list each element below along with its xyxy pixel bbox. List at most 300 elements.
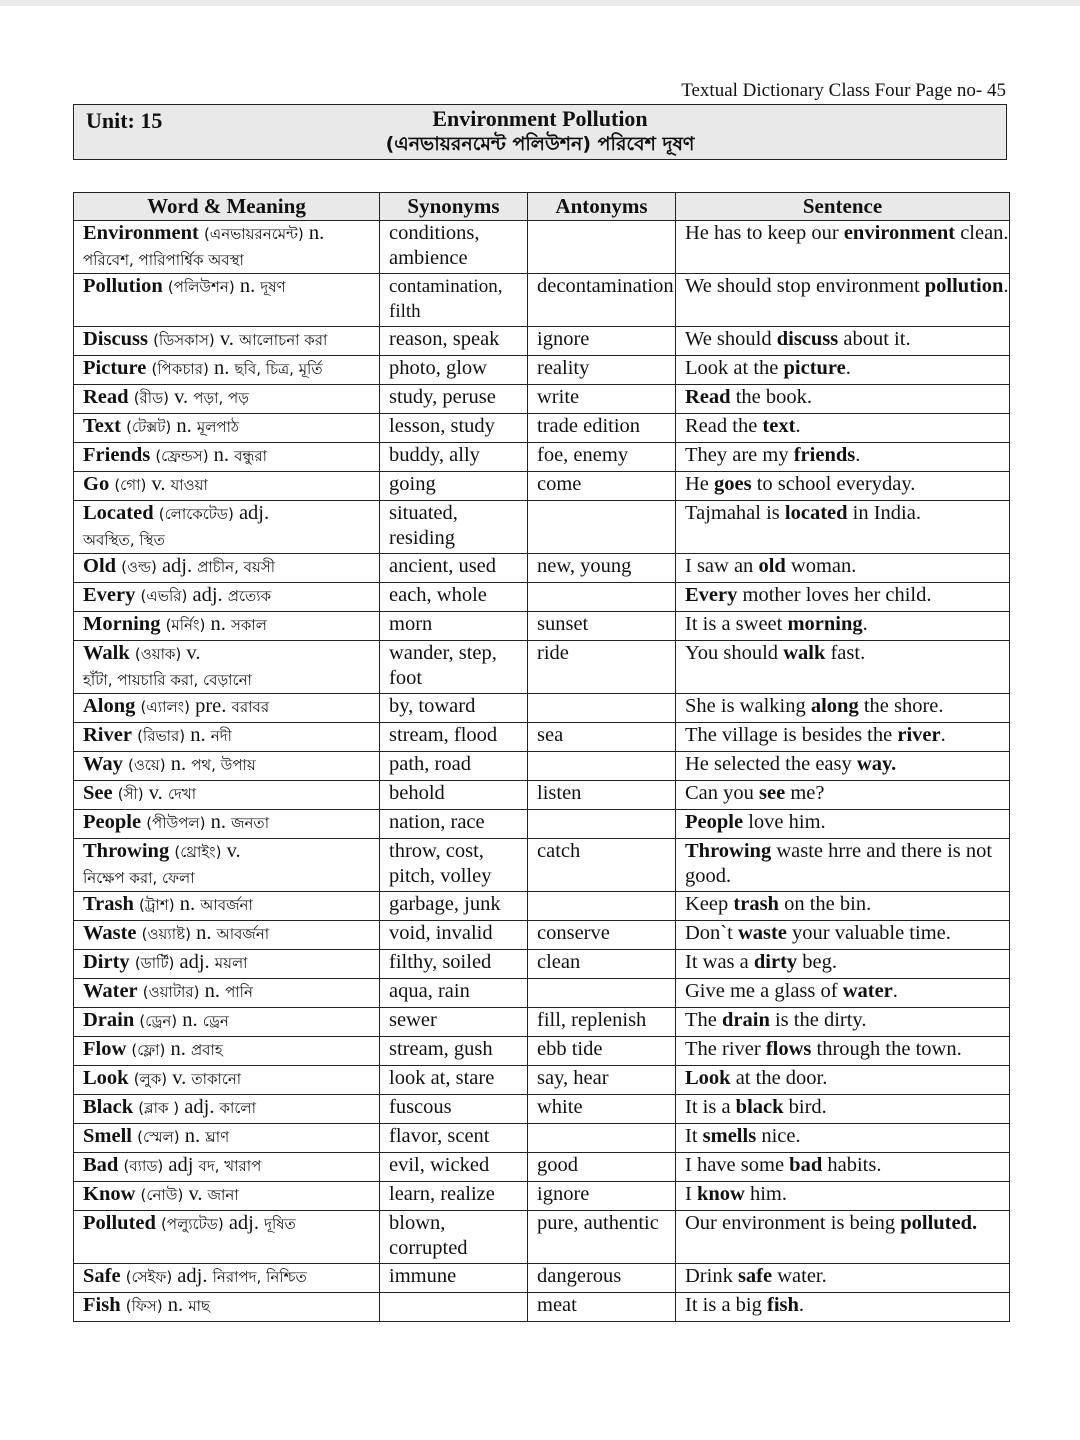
pronunciation: (গো)	[114, 476, 147, 494]
vocabulary-table	[73, 192, 1010, 1322]
synonyms-cell: immune	[380, 1264, 528, 1293]
pronunciation: (টেক্সট)	[126, 418, 172, 436]
pronunciation: (এনভায়রনমেন্ট)	[203, 225, 304, 243]
synonyms-cell: conditions, ambience	[380, 221, 528, 274]
table-row	[74, 1008, 1010, 1037]
meaning: নিক্ষেপ করা, ফেলা	[83, 869, 195, 887]
synonyms-cell: learn, realize	[380, 1182, 528, 1211]
table-row	[74, 723, 1010, 752]
table-row	[74, 1095, 1010, 1124]
part-of-speech: adj.	[161, 555, 193, 577]
sentence-cell	[676, 472, 1010, 501]
sentence-pre: They are my	[685, 444, 794, 466]
synonyms-cell: contamination, filth	[380, 274, 528, 327]
sentence-pre: I have some	[685, 1154, 790, 1176]
antonyms-cell: fill, replenish	[528, 1008, 676, 1037]
meaning: প্রাচীন, বয়সী	[197, 558, 276, 576]
sentence-cell	[676, 612, 1010, 641]
synonyms-cell: ancient, used	[380, 554, 528, 583]
synonyms-cell: blown, corrupted	[380, 1211, 528, 1264]
part-of-speech: n.	[308, 222, 325, 244]
part-of-speech: n.	[210, 811, 226, 833]
sentence-post: mother loves her child.	[737, 584, 932, 606]
part-of-speech: n.	[190, 724, 206, 746]
table-row	[74, 1153, 1010, 1182]
meaning: বরাবর	[231, 698, 270, 716]
sentence-cell	[676, 1008, 1010, 1037]
meaning: ড্রেন	[202, 1012, 229, 1030]
table-row	[74, 1211, 1010, 1264]
sentence-cell	[676, 694, 1010, 723]
sentence-pre: He	[685, 473, 715, 495]
meaning: হাঁটা, পায়চারি করা, বেড়ানো	[83, 671, 252, 689]
sentence-keyword: along	[810, 695, 859, 717]
sentence-pre: It is a sweet	[685, 613, 788, 635]
sentence-post: .	[798, 1294, 805, 1316]
vocab-word: Water	[83, 980, 138, 1002]
part-of-speech: v.	[151, 473, 166, 495]
vocab-word: Read	[83, 386, 129, 408]
synonyms-cell: stream, flood	[380, 723, 528, 752]
sentence-keyword: smells	[702, 1125, 757, 1147]
table-row	[74, 979, 1010, 1008]
antonyms-cell	[528, 221, 676, 274]
vocab-word: Polluted	[83, 1212, 156, 1234]
pronunciation: (ব্লাক )	[138, 1099, 180, 1117]
synonyms-cell: study, peruse	[380, 385, 528, 414]
sentence-cell	[676, 554, 1010, 583]
table-row	[74, 1124, 1010, 1153]
sentence-post: love him.	[743, 811, 826, 833]
sentence-post: .	[862, 613, 868, 635]
antonyms-cell: say, hear	[528, 1066, 676, 1095]
sentence-post: me?	[785, 782, 825, 804]
sentence-cell	[676, 1293, 1010, 1322]
antonyms-cell: white	[528, 1095, 676, 1124]
sentence-post: .	[855, 444, 861, 466]
word-meaning-cell	[74, 839, 380, 892]
table-row	[74, 501, 1010, 554]
word-meaning-cell	[74, 979, 380, 1008]
sentence-keyword: People	[685, 811, 744, 833]
meaning: দূষিত	[264, 1215, 296, 1233]
sentence-pre: Can you	[685, 782, 760, 804]
pronunciation: (সী)	[117, 785, 144, 803]
part-of-speech: adj.	[177, 1265, 208, 1287]
sentence-cell	[676, 327, 1010, 356]
sentence-keyword: waste	[737, 922, 787, 944]
meaning: তাকানো	[191, 1070, 242, 1088]
pronunciation: (এভরি)	[140, 587, 188, 605]
part-of-speech: n.	[239, 275, 256, 297]
antonyms-cell	[528, 1124, 676, 1153]
word-meaning-cell	[74, 1037, 380, 1066]
part-of-speech: n.	[213, 444, 230, 466]
sentence-cell	[676, 839, 1010, 892]
word-meaning-cell	[74, 921, 380, 950]
sentence-keyword: water	[842, 980, 893, 1002]
sentence-keyword: picture	[783, 357, 846, 379]
word-meaning-cell	[74, 1066, 380, 1095]
vocab-word: Friends	[83, 444, 151, 466]
part-of-speech: adj.	[228, 1212, 259, 1234]
part-of-speech: n.	[214, 357, 230, 379]
vocab-word: Waste	[83, 922, 137, 944]
antonyms-cell: ignore	[528, 1182, 676, 1211]
sentence-pre: He has to keep our	[685, 222, 844, 244]
sentence-cell	[676, 274, 1010, 327]
sentence-pre: Drink	[685, 1265, 738, 1287]
vocab-word: Drain	[83, 1009, 135, 1031]
part-of-speech: n.	[196, 922, 212, 944]
table-row	[74, 810, 1010, 839]
vocab-word: Know	[83, 1183, 136, 1205]
synonyms-cell: flavor, scent	[380, 1124, 528, 1153]
vocab-word: Discuss	[83, 328, 148, 350]
antonyms-cell: reality	[528, 356, 676, 385]
pronunciation: (ফিস)	[125, 1297, 163, 1315]
vocab-word: Pollution	[83, 275, 163, 297]
table-row	[74, 472, 1010, 501]
antonyms-cell: ride	[528, 641, 676, 694]
sentence-cell	[676, 781, 1010, 810]
table-row	[74, 1264, 1010, 1293]
synonyms-cell: wander, step, foot	[380, 641, 528, 694]
pronunciation: (পল্যুটেড)	[161, 1215, 224, 1233]
pronunciation: (নোউ)	[140, 1186, 184, 1204]
word-meaning-cell	[74, 221, 380, 274]
vocab-word: Walk	[83, 642, 130, 664]
sentence-post: waste hrre and there is not good.	[685, 840, 993, 887]
word-meaning-cell	[74, 781, 380, 810]
meaning: মাছ	[188, 1297, 211, 1315]
table-row	[74, 414, 1010, 443]
synonyms-cell: void, invalid	[380, 921, 528, 950]
antonyms-cell: new, young	[528, 554, 676, 583]
table-row	[74, 612, 1010, 641]
part-of-speech: v.	[174, 386, 189, 408]
sentence-cell	[676, 752, 1010, 781]
vocab-word: Fish	[83, 1294, 121, 1316]
part-of-speech: n.	[179, 893, 196, 915]
table-row	[74, 1182, 1010, 1211]
sentence-cell	[676, 641, 1010, 694]
meaning: পথ, উপায়	[191, 756, 256, 774]
part-of-speech: v.	[186, 642, 201, 664]
synonyms-cell: path, road	[380, 752, 528, 781]
antonyms-cell: write	[528, 385, 676, 414]
table-row	[74, 1293, 1010, 1322]
sentence-post: the book.	[730, 386, 812, 408]
meaning: অবস্থিত, স্থিত	[83, 531, 165, 549]
sentence-pre: Our environment is being	[685, 1212, 901, 1234]
sentence-cell	[676, 356, 1010, 385]
sentence-keyword: see	[759, 782, 786, 804]
sentence-cell	[676, 892, 1010, 921]
word-meaning-cell	[74, 443, 380, 472]
sentence-keyword: Throwing	[685, 840, 772, 862]
synonyms-cell: buddy, ally	[380, 443, 528, 472]
synonyms-cell: look at, stare	[380, 1066, 528, 1095]
sentence-pre: He selected the easy	[685, 753, 857, 775]
antonyms-cell	[528, 694, 676, 723]
antonyms-cell	[528, 583, 676, 612]
sentence-cell	[676, 1264, 1010, 1293]
meaning: জানা	[207, 1186, 239, 1204]
synonyms-cell: behold	[380, 781, 528, 810]
synonyms-cell: filthy, soiled	[380, 950, 528, 979]
meaning: আবর্জনা	[200, 896, 253, 914]
part-of-speech: v.	[219, 328, 234, 350]
word-meaning-cell	[74, 414, 380, 443]
antonyms-cell: decontamination	[528, 274, 676, 327]
pronunciation: (রীড)	[133, 389, 169, 407]
antonyms-cell: meat	[528, 1293, 676, 1322]
sentence-cell	[676, 810, 1010, 839]
sentence-post: woman.	[785, 555, 857, 577]
sentence-post: is the dirty.	[769, 1009, 867, 1031]
sentence-cell	[676, 979, 1010, 1008]
meaning: আলোচনা করা	[239, 331, 328, 349]
sentence-keyword: old	[758, 555, 786, 577]
word-meaning-cell	[74, 1264, 380, 1293]
sentence-keyword: text	[762, 415, 796, 437]
synonyms-cell: aqua, rain	[380, 979, 528, 1008]
antonyms-cell: conserve	[528, 921, 676, 950]
sentence-cell	[676, 1124, 1010, 1153]
vocab-word: Every	[83, 584, 136, 606]
pronunciation: (ডিসকাস)	[153, 331, 215, 349]
vocab-word: Picture	[83, 357, 147, 379]
vocab-word: Located	[83, 502, 154, 524]
part-of-speech: n.	[176, 415, 192, 437]
synonyms-cell: by, toward	[380, 694, 528, 723]
part-of-speech: n.	[170, 1038, 186, 1060]
table-row	[74, 327, 1010, 356]
sentence-keyword: friends	[793, 444, 856, 466]
vocab-word: Throwing	[83, 840, 170, 862]
synonyms-cell: throw, cost, pitch, volley	[380, 839, 528, 892]
sentence-cell	[676, 443, 1010, 472]
table-row	[74, 839, 1010, 892]
sentence-post: .	[1003, 275, 1009, 297]
part-of-speech: adj.	[192, 584, 223, 606]
header-synonyms: Synonyms	[380, 193, 528, 221]
table-row	[74, 356, 1010, 385]
word-meaning-cell	[74, 1153, 380, 1182]
pronunciation: (মর্নিং)	[165, 616, 206, 634]
vocab-word: Safe	[83, 1265, 121, 1287]
sentence-keyword: trash	[733, 893, 779, 915]
pronunciation: (সেইফ)	[125, 1268, 173, 1286]
sentence-pre: We should	[685, 328, 777, 350]
vocab-word: Bad	[83, 1154, 119, 1176]
sentence-pre: She is walking	[685, 695, 811, 717]
vocab-word: People	[83, 811, 142, 833]
table-row	[74, 443, 1010, 472]
part-of-speech: n.	[167, 1294, 184, 1316]
sentence-pre: Don`t	[685, 922, 738, 944]
word-meaning-cell	[74, 723, 380, 752]
synonyms-cell: reason, speak	[380, 327, 528, 356]
synonyms-cell: nation, race	[380, 810, 528, 839]
word-meaning-cell	[74, 1211, 380, 1264]
header-sentence: Sentence	[676, 193, 1010, 221]
meaning: পানি	[225, 983, 253, 1001]
sentence-pre: Give me a glass of	[685, 980, 843, 1002]
pronunciation: (লোকেটেড)	[158, 505, 234, 523]
vocab-word: Environment	[83, 222, 199, 244]
meaning: ঘ্রাণ	[205, 1128, 230, 1146]
sentence-pre: It	[685, 1125, 703, 1147]
meaning: কালো	[219, 1099, 256, 1117]
pronunciation: (ব্যাড)	[123, 1157, 164, 1175]
word-meaning-cell	[74, 356, 380, 385]
word-meaning-cell	[74, 1293, 380, 1322]
word-meaning-cell	[74, 385, 380, 414]
synonyms-cell: photo, glow	[380, 356, 528, 385]
meaning: বদ, খারাপ	[198, 1157, 262, 1175]
word-meaning-cell	[74, 327, 380, 356]
vocab-word: Dirty	[83, 951, 130, 973]
sentence-keyword: dirty	[753, 951, 798, 973]
word-meaning-cell	[74, 752, 380, 781]
sentence-post: .	[845, 357, 851, 379]
sentence-keyword: pollution	[924, 275, 1004, 297]
sentence-post: in India.	[847, 502, 921, 524]
sentence-post: the shore.	[858, 695, 944, 717]
sentence-keyword: Read	[685, 386, 731, 408]
meaning: আবর্জনা	[216, 925, 270, 943]
unit-subtitle: (এনভায়রনমেন্ট পলিউশন) পরিবেশ দূষণ	[385, 133, 695, 155]
word-meaning-cell	[74, 612, 380, 641]
part-of-speech: n.	[182, 1009, 198, 1031]
table-row	[74, 781, 1010, 810]
sentence-keyword: Every	[685, 584, 738, 606]
sentence-cell	[676, 385, 1010, 414]
antonyms-cell: ignore	[528, 327, 676, 356]
part-of-speech: n.	[184, 1125, 201, 1147]
vocab-word: Old	[83, 555, 117, 577]
part-of-speech: n.	[204, 980, 220, 1002]
sentence-post: nice.	[756, 1125, 801, 1147]
meaning: ছবি, চিত্র, মূর্তি	[234, 360, 323, 378]
word-meaning-cell	[74, 892, 380, 921]
synonyms-cell: morn	[380, 612, 528, 641]
meaning: দূষণ	[260, 278, 286, 296]
sentence-pre: I	[685, 1183, 697, 1205]
table-row	[74, 950, 1010, 979]
header-antonyms: Antonyms	[528, 193, 676, 221]
sentence-keyword: black	[735, 1096, 784, 1118]
table-row	[74, 554, 1010, 583]
synonyms-cell: evil, wicked	[380, 1153, 528, 1182]
vocab-word: Look	[83, 1067, 129, 1089]
antonyms-cell	[528, 892, 676, 921]
sentence-keyword: located	[784, 502, 848, 524]
synonyms-cell	[380, 1293, 528, 1322]
synonyms-cell: going	[380, 472, 528, 501]
sentence-post: on the bin.	[778, 893, 872, 915]
sentence-pre: Tajmahal is	[685, 502, 785, 524]
sentence-pre: The village is besides the	[685, 724, 898, 746]
table-row	[74, 221, 1010, 274]
meaning: প্রত্যেক	[227, 587, 272, 605]
antonyms-cell: good	[528, 1153, 676, 1182]
sentence-post: .	[892, 980, 898, 1002]
antonyms-cell: clean	[528, 950, 676, 979]
page-reference: Textual Dictionary Class Four Page no- 45	[681, 80, 1006, 101]
antonyms-cell: pure, authentic	[528, 1211, 676, 1264]
pronunciation: (থ্রোইং)	[174, 843, 222, 861]
sentence-pre: Keep	[685, 893, 734, 915]
sentence-keyword: discuss	[776, 328, 839, 350]
sentence-keyword: morning	[787, 613, 863, 635]
sentence-pre: The river	[685, 1038, 766, 1060]
antonyms-cell: listen	[528, 781, 676, 810]
antonyms-cell: trade edition	[528, 414, 676, 443]
table-row	[74, 694, 1010, 723]
meaning: পড়া, পড়	[193, 389, 249, 407]
antonyms-cell: ebb tide	[528, 1037, 676, 1066]
antonyms-cell	[528, 979, 676, 1008]
part-of-speech: adj.	[238, 502, 270, 524]
sentence-cell	[676, 1066, 1010, 1095]
sentence-pre: It is a big	[685, 1294, 767, 1316]
table-row	[74, 752, 1010, 781]
antonyms-cell	[528, 810, 676, 839]
pronunciation: (ওয়্যাষ্ট)	[141, 925, 191, 943]
meaning: নিরাপদ, নিশ্চিত	[212, 1268, 307, 1286]
pronunciation: (ডার্টি)	[134, 954, 175, 972]
part-of-speech: pre.	[195, 695, 227, 717]
part-of-speech: n.	[210, 613, 226, 635]
sentence-post: him.	[744, 1183, 787, 1205]
antonyms-cell: foe, enemy	[528, 443, 676, 472]
word-meaning-cell	[74, 472, 380, 501]
word-meaning-cell	[74, 950, 380, 979]
sentence-pre: Read the	[685, 415, 763, 437]
unit-title: Environment Pollution	[432, 106, 648, 131]
synonyms-cell: garbage, junk	[380, 892, 528, 921]
table-row	[74, 583, 1010, 612]
pronunciation: (ট্রাশ)	[139, 896, 175, 914]
vocab-word: Flow	[83, 1038, 127, 1060]
vocab-word: See	[83, 782, 113, 804]
sentence-keyword: walk	[783, 642, 826, 664]
sentence-pre: We should stop environment	[685, 275, 925, 297]
table-row	[74, 1037, 1010, 1066]
sentence-post: to school everyday.	[751, 473, 916, 495]
word-meaning-cell	[74, 1124, 380, 1153]
sentence-post: .	[795, 415, 801, 437]
unit-label: Unit: 15	[86, 108, 163, 133]
sentence-keyword: drain	[722, 1009, 770, 1031]
word-meaning-cell	[74, 554, 380, 583]
antonyms-cell: come	[528, 472, 676, 501]
pronunciation: (এ্যালং)	[140, 698, 190, 716]
table-row	[74, 385, 1010, 414]
sentence-pre: I saw an	[685, 555, 759, 577]
pronunciation: (ওয়াক)	[134, 645, 182, 663]
part-of-speech: v.	[148, 782, 163, 804]
sentence-cell	[676, 221, 1010, 274]
sentence-pre: It was a	[685, 951, 754, 973]
pronunciation: (লুক)	[133, 1070, 168, 1088]
sentence-cell	[676, 583, 1010, 612]
meaning: সকাল	[230, 616, 267, 634]
vocab-word: Smell	[83, 1125, 132, 1147]
